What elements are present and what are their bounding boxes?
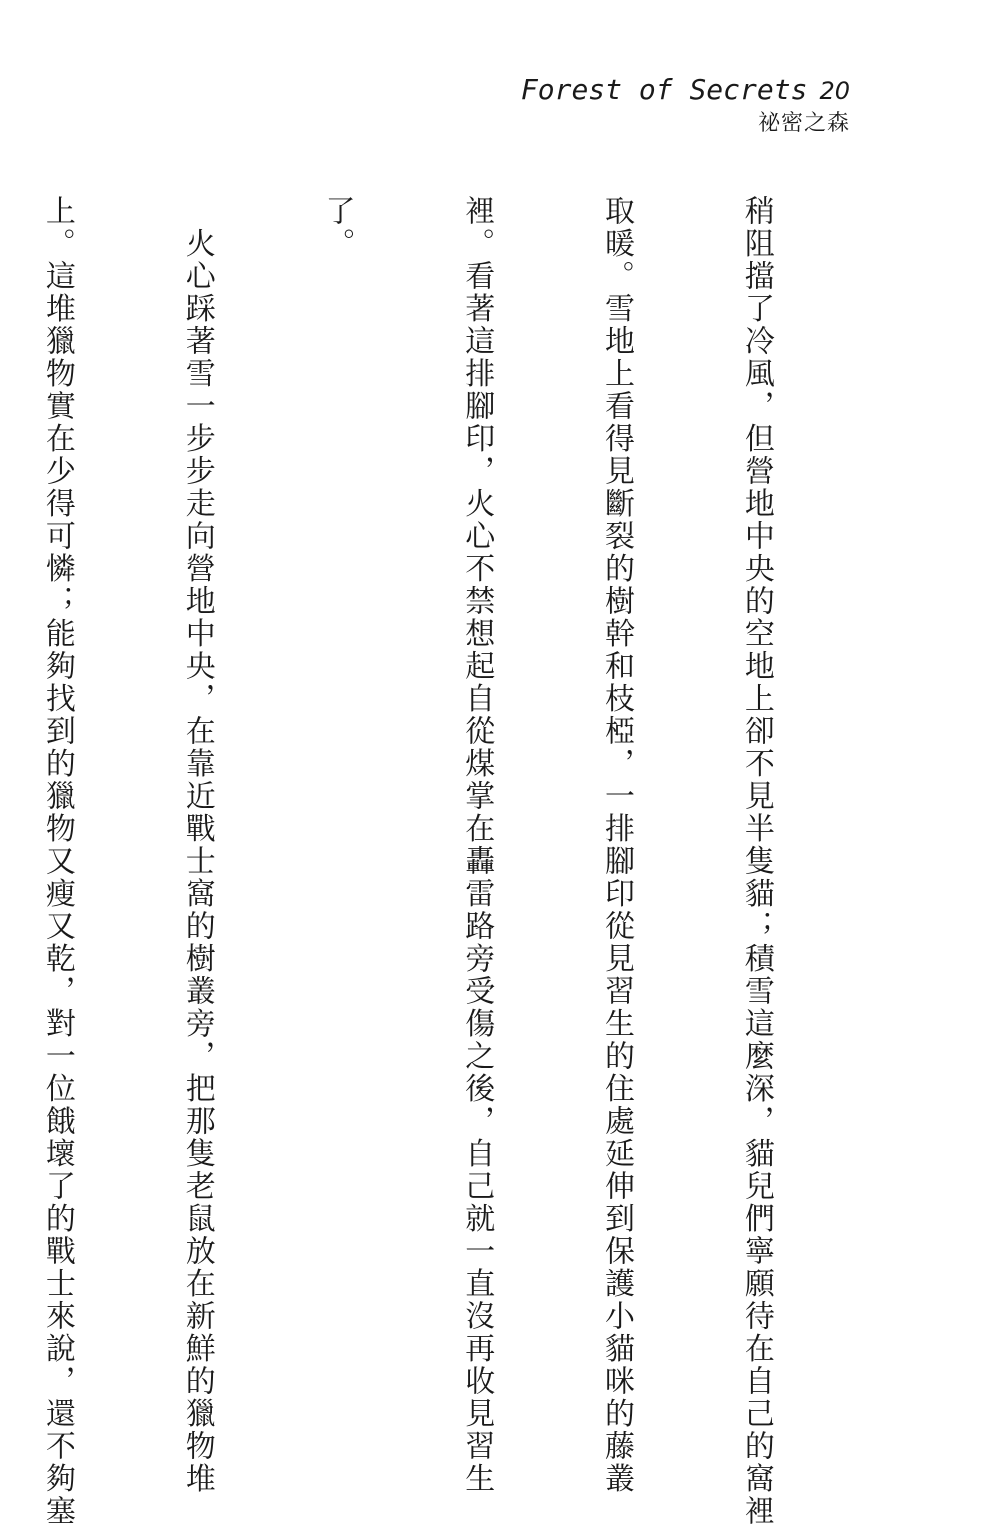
text-line: 上。這堆獵物實在少得可憐；能夠找到的獵物又瘦又乾，對一位餓壞了的戰士來說，還不夠塞 (39, 195, 75, 1528)
text-line: 火心踩著雪一步步走向營地中央，在靠近戰士窩的樹叢旁，把那隻老鼠放在新鮮的獵物堆 (179, 195, 215, 1495)
text-line: 裡。看著這排腳印，火心不禁想起自從煤掌在轟雷路旁受傷之後，自己就一直沒再收見習生 (459, 195, 495, 1495)
body-text (0, 195, 872, 1528)
page-header (521, 74, 850, 138)
text-line: 稍阻擋了冷風，但營地中央的空地上卻不見半隻貓；積雪這麼深，貓兒們寧願待在自己的窩裡 (738, 195, 774, 1528)
header-title-row (521, 74, 850, 106)
page-number: 20 (819, 77, 850, 105)
text-line: 了。 (319, 195, 355, 260)
book-title-english: Forest of Secrets (520, 73, 808, 106)
text-line: 取暖。雪地上看得見斷裂的樹幹和枝椏，一排腳印從見習生的住處延伸到保護小貓咪的藤叢 (599, 195, 635, 1495)
book-title-chinese: 祕密之森 (757, 111, 850, 136)
